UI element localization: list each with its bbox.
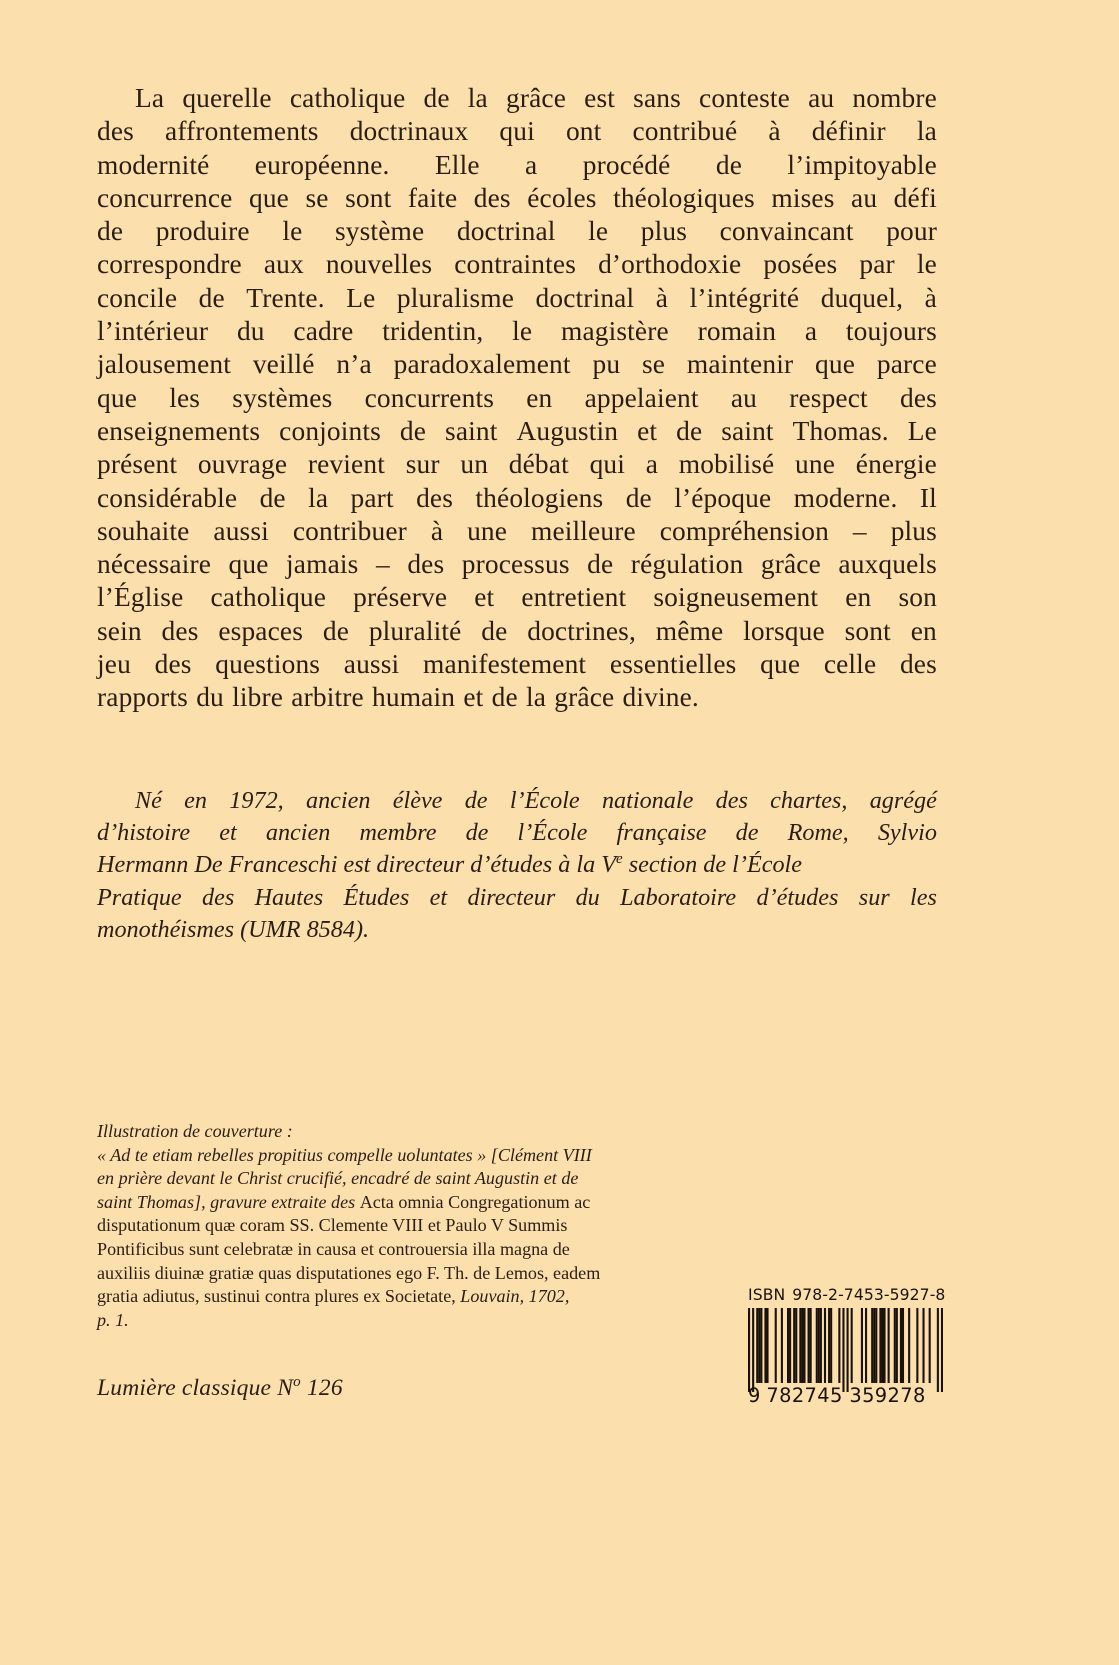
- blurb-word: n’a: [336, 349, 372, 380]
- blurb-word: nécessaire: [97, 549, 212, 580]
- blurb-word: libre: [232, 682, 284, 713]
- blurb-word: sont: [844, 615, 891, 646]
- bio-word: Hautes: [254, 883, 324, 911]
- blurb-word: du: [196, 682, 224, 713]
- blurb-word: doctrinal: [535, 282, 635, 313]
- isbn-label: ISBN: [748, 1286, 786, 1304]
- credit-line: [97, 1309, 697, 1333]
- blurb-word: veillé: [252, 349, 315, 380]
- blurb-word: contribué: [632, 116, 738, 147]
- blurb-line: [97, 248, 937, 281]
- bio-text: Hermann De Franceschi est directeur d’études à la V: [97, 851, 617, 879]
- blurb-word: posées: [763, 249, 838, 280]
- blurb-word: même: [655, 615, 724, 646]
- blurb-word: les: [169, 382, 201, 413]
- blurb-word: défi: [893, 182, 937, 213]
- blurb-word: soigneusement: [653, 582, 819, 613]
- blurb-word: concurrence: [97, 182, 233, 213]
- bio-line: [97, 882, 937, 914]
- blurb-word: des: [900, 382, 937, 413]
- barcode: [748, 1308, 943, 1408]
- blurb-word: de: [399, 415, 427, 446]
- blurb-word: lorsque: [743, 615, 825, 646]
- blurb-word: énergie: [855, 449, 937, 480]
- blurb-line: [97, 581, 937, 614]
- blurb-word: et: [637, 415, 658, 446]
- blurb-word: Thomas.: [792, 415, 889, 446]
- blurb-word: de: [676, 415, 703, 446]
- blurb-word: théologiens: [475, 482, 604, 513]
- bio-word: française: [616, 819, 707, 847]
- credit-line: [97, 1144, 697, 1168]
- blurb-word: concile: [97, 282, 178, 313]
- blurb-word: espaces: [218, 615, 304, 646]
- blurb-word: saint: [721, 415, 774, 446]
- blurb-word: pluralisme: [396, 282, 515, 313]
- blurb-word: querelle: [182, 83, 272, 113]
- blurb-word: et: [463, 682, 484, 713]
- blurb-word: grâce: [554, 682, 615, 713]
- blurb-word: ouvrage: [197, 449, 288, 480]
- blurb-word: arbitre: [291, 682, 364, 713]
- blurb-word: pluralité: [368, 615, 462, 646]
- blurb-word: mises: [771, 182, 835, 213]
- author-bio: [97, 785, 937, 946]
- blurb-word: systèmes: [232, 382, 333, 413]
- blurb-word: humain: [372, 682, 456, 713]
- bio-line: [97, 817, 937, 849]
- blurb-word: Il: [919, 482, 937, 513]
- blurb-word: celle: [823, 649, 877, 680]
- blurb-word: jamais: [286, 549, 359, 580]
- blurb-word: écoles: [527, 182, 597, 213]
- blurb-line: [97, 615, 937, 648]
- blurb-text: [97, 82, 937, 715]
- blurb-word: le: [282, 216, 303, 247]
- blurb-word: manifestement: [423, 649, 587, 680]
- blurb-line: [97, 315, 937, 348]
- blurb-word: appelaient: [584, 382, 699, 413]
- barcode-bars-icon: [748, 1308, 943, 1392]
- bio-word: ancien: [265, 819, 331, 847]
- bio-word: les: [910, 883, 937, 911]
- blurb-word: mobilisé: [678, 449, 775, 480]
- blurb-word: a: [804, 316, 818, 347]
- blurb-word: régulation: [630, 549, 744, 580]
- blurb-word: présent: [97, 449, 178, 480]
- blurb-word: des: [154, 649, 192, 680]
- blurb-word: concurrents: [364, 382, 495, 413]
- blurb-word: a: [645, 449, 659, 480]
- blurb-word: La: [135, 83, 165, 113]
- blurb-word: tridentin,: [382, 316, 484, 347]
- blurb-word: que: [228, 549, 269, 580]
- blurb-word: l’intégrité: [689, 282, 800, 313]
- blurb-word: des: [899, 649, 937, 680]
- bio-word: du: [575, 883, 600, 911]
- credit-body: [97, 1144, 697, 1333]
- blurb-line: [97, 482, 937, 515]
- blurb-word: Le: [346, 282, 376, 313]
- blurb-line: [97, 82, 937, 115]
- series-line: [97, 1375, 343, 1402]
- blurb-word: questions: [215, 649, 321, 680]
- blurb-word: cadre: [293, 316, 354, 347]
- blurb-word: toujours: [845, 316, 937, 347]
- blurb-word: que: [248, 182, 289, 213]
- bio-line-inline: [97, 849, 802, 881]
- blurb-word: à: [768, 116, 781, 147]
- bio-word: Né: [135, 787, 162, 814]
- blurb-word: l’intérieur: [97, 316, 209, 347]
- blurb-word: maintenir: [686, 349, 794, 380]
- bio-word: membre: [359, 819, 437, 847]
- blurb-word: de: [259, 482, 286, 513]
- credit-run: Acta omnia Congregationum ac: [359, 1191, 591, 1212]
- blurb-word: de: [625, 482, 652, 513]
- bio-word: Études: [343, 883, 410, 911]
- blurb-line: [97, 382, 937, 415]
- blurb-word: jeu: [97, 649, 131, 680]
- blurb-word: des: [473, 182, 511, 213]
- bio-word: de: [735, 819, 759, 847]
- blurb-word: procédé: [582, 149, 671, 180]
- blurb-word: compréhension: [659, 515, 829, 546]
- blurb-word: contribuer: [292, 515, 407, 546]
- blurb-word: moderne.: [793, 482, 898, 513]
- blurb-word: Le: [907, 415, 937, 446]
- blurb-word: faite: [407, 182, 458, 213]
- blurb-word: l’impitoyable: [787, 149, 937, 180]
- blurb-word: qui: [499, 116, 535, 147]
- blurb-line: [97, 149, 937, 182]
- blurb-word: produire: [155, 216, 250, 247]
- blurb-word: rapports: [97, 682, 188, 713]
- credit-run: gratia adiutus, sustinui contra plures ex Societate,: [97, 1286, 461, 1307]
- bio-ordinal: e: [616, 851, 623, 868]
- blurb-line: [97, 348, 937, 381]
- credit-heading: Illustration de couverture :: [97, 1121, 293, 1141]
- bio-word: sur: [858, 883, 890, 911]
- blurb-word: des: [97, 116, 134, 147]
- blurb-line: [97, 415, 937, 448]
- blurb-word: sein: [97, 615, 142, 646]
- blurb-word: du: [236, 316, 265, 347]
- blurb-word: se: [305, 182, 329, 213]
- blurb-word: Trente.: [246, 282, 325, 313]
- credit-run: « Ad te etiam rebelles propitius compelle uoluntates » [Clément VIII: [97, 1144, 592, 1165]
- blurb-word: en: [526, 382, 553, 413]
- blurb-word: de: [198, 282, 225, 313]
- bio-word: et: [219, 819, 237, 847]
- credit-line: [97, 1191, 697, 1215]
- blurb-word: a: [525, 149, 538, 180]
- blurb-word: au: [730, 382, 757, 413]
- credit-run: saint Thomas], gravure extraite des: [97, 1191, 360, 1212]
- bio-word: de: [465, 819, 489, 847]
- bio-word: en: [184, 787, 207, 814]
- blurb-word: que: [815, 349, 856, 380]
- bio-line: [97, 785, 937, 817]
- blurb-word: le: [916, 249, 937, 280]
- blurb-word: en: [845, 582, 872, 613]
- blurb-word: la: [467, 83, 488, 113]
- blurb-word: magistère: [560, 316, 669, 347]
- blurb-word: revient: [307, 449, 385, 480]
- blurb-word: divine.: [622, 682, 699, 713]
- blurb-word: est: [584, 83, 616, 113]
- blurb-word: des: [407, 549, 445, 580]
- series-number-prefix: N: [277, 1375, 294, 1401]
- blurb-word: aussi: [343, 649, 400, 680]
- blurb-line: [97, 548, 937, 581]
- blurb-word: de: [587, 549, 614, 580]
- blurb-word: de: [715, 149, 743, 180]
- illustration-credit: [97, 1120, 697, 1332]
- blurb-word: convaincant: [719, 216, 854, 247]
- blurb-word: catholique: [289, 83, 406, 113]
- credit-run: disputationum quæ coram SS. Clemente VIII et Paulo V Summis: [97, 1215, 568, 1236]
- blurb-word: doctrines,: [527, 615, 636, 646]
- blurb-word: sans: [633, 83, 681, 113]
- bio-word: chartes,: [770, 787, 848, 814]
- blurb-word: grâce: [760, 549, 821, 580]
- blurb-line: [97, 282, 937, 315]
- blurb-word: pu: [592, 349, 621, 380]
- blurb-word: de: [481, 615, 508, 646]
- blurb-word: une: [795, 449, 836, 480]
- blurb-word: aux: [263, 249, 304, 280]
- series-number: 126: [306, 1375, 343, 1401]
- blurb-word: le: [512, 316, 533, 347]
- blurb-word: de: [423, 83, 450, 113]
- blurb-word: en: [910, 615, 937, 646]
- bio-word: l’École: [517, 819, 588, 847]
- bio-word: 1972,: [229, 787, 284, 814]
- bio-word: ancien: [305, 787, 371, 814]
- blurb-word: qui: [589, 449, 626, 480]
- bio-word: Rome,: [787, 819, 849, 847]
- barcode-main-digits: 782745 359278: [766, 1384, 926, 1407]
- series-number-ordinal: o: [293, 1374, 301, 1391]
- blurb-word: des: [161, 615, 199, 646]
- blurb-word: des: [416, 482, 454, 513]
- blurb-word: conjoints: [279, 415, 381, 446]
- bio-word: des: [202, 883, 235, 911]
- blurb-word: duquel,: [820, 282, 904, 313]
- blurb-word: que: [97, 382, 137, 413]
- blurb-word: affrontements: [165, 116, 319, 147]
- bio-word: directeur: [467, 883, 556, 911]
- bio-line: [97, 849, 937, 881]
- blurb-word: parce: [876, 349, 937, 380]
- blurb-word: considérable: [97, 482, 238, 513]
- bio-word: Sylvio: [877, 819, 937, 847]
- bio-line: [97, 914, 937, 946]
- blurb-word: l’époque: [674, 482, 772, 513]
- bio-word: agrégé: [869, 787, 937, 814]
- blurb-word: pour: [886, 216, 937, 247]
- blurb-word: la: [525, 682, 547, 713]
- blurb-line: [97, 681, 937, 714]
- blurb-word: débat: [508, 449, 569, 480]
- blurb-word: son: [898, 582, 937, 613]
- bio-word: élève: [392, 787, 443, 814]
- blurb-word: théologiques: [613, 182, 755, 213]
- blurb-word: système: [334, 216, 425, 247]
- blurb-word: préserve: [353, 582, 448, 613]
- blurb-word: romain: [697, 316, 777, 347]
- blurb-word: au: [851, 182, 878, 213]
- blurb-word: nouvelles: [325, 249, 433, 280]
- credit-line: [97, 1262, 697, 1286]
- credit-line: [97, 1285, 697, 1309]
- credit-run: Louvain, 1702,: [460, 1286, 570, 1307]
- isbn-value: 978-2-7453-5927-8: [792, 1286, 946, 1304]
- blurb-word: l’Église: [97, 582, 184, 613]
- blurb-word: doctrinal: [456, 216, 556, 247]
- bio-word: monothéismes (UMR 8584).: [97, 915, 370, 943]
- blurb-word: une: [467, 515, 508, 546]
- bio-word: de: [464, 787, 488, 814]
- bio-word: Laboratoire: [620, 883, 737, 911]
- blurb-word: nombre: [852, 83, 937, 113]
- blurb-word: meilleure: [531, 515, 636, 546]
- barcode-digits: [748, 1384, 943, 1407]
- blurb-word: un: [460, 449, 489, 480]
- blurb-word: doctrinaux: [349, 116, 469, 147]
- blurb-word: processus: [461, 549, 570, 580]
- blurb-word: paradoxalement: [393, 349, 571, 380]
- blurb-line: [97, 448, 937, 481]
- credit-run: en prière devant le Christ crucifié, encadré de saint Augustin et de: [97, 1168, 579, 1189]
- blurb-line: [97, 182, 937, 215]
- blurb-word: se: [641, 349, 666, 380]
- credit-run: auxiliis diuinæ gratiæ quas disputationes ego F. Th. de Lemos, eadem: [97, 1262, 601, 1283]
- credit-run: Pontificibus sunt celebratæ in causa et controuersia illa magna de: [97, 1238, 570, 1259]
- blurb-word: aussi: [213, 515, 269, 546]
- blurb-word: de: [491, 682, 518, 713]
- blurb-word: catholique: [210, 582, 327, 613]
- blurb-line: [97, 515, 937, 548]
- blurb-word: part: [350, 482, 394, 513]
- blurb-word: souhaite: [97, 515, 190, 546]
- blurb-line: [97, 648, 937, 681]
- blurb-line: [97, 115, 937, 148]
- blurb-word: contraintes: [454, 249, 577, 280]
- blurb-word: –: [375, 549, 390, 580]
- blurb-word: à: [655, 282, 669, 313]
- blurb-word: européenne.: [254, 149, 390, 180]
- blurb-word: de: [97, 216, 124, 247]
- bio-word: d’histoire: [97, 819, 191, 847]
- blurb-word: conteste: [699, 83, 790, 113]
- blurb-word: ont: [565, 116, 602, 147]
- barcode-lead-digit: 9: [748, 1384, 761, 1407]
- blurb-word: que: [760, 649, 801, 680]
- blurb-word: entretient: [521, 582, 627, 613]
- blurb-word: par: [859, 249, 895, 280]
- blurb-word: définir: [811, 116, 886, 147]
- bio-word: nationale: [601, 787, 694, 814]
- credit-line: [97, 1238, 697, 1262]
- blurb-word: et: [474, 582, 495, 613]
- blurb-word: au: [808, 83, 835, 113]
- isbn-label-row: [748, 1286, 946, 1304]
- bio-word: Pratique: [97, 883, 182, 911]
- blurb-word: –: [852, 515, 867, 546]
- blurb-word: correspondre: [97, 249, 242, 280]
- credit-line: [97, 1167, 697, 1191]
- blurb-word: le: [588, 216, 609, 247]
- blurb-word: respect: [789, 382, 868, 413]
- bio-word: et: [429, 883, 448, 911]
- isbn-block: [748, 1286, 946, 1408]
- blurb-line: [97, 215, 937, 248]
- blurb-word: de: [322, 615, 349, 646]
- blurb-word: grâce: [505, 83, 567, 113]
- blurb-word: saint: [445, 415, 498, 446]
- blurb-word: Elle: [434, 149, 480, 180]
- blurb-word: plus: [640, 216, 688, 247]
- bio-word: d’études: [756, 883, 839, 911]
- bio-text: section de l’École: [622, 851, 803, 879]
- bio-word: l’École: [509, 787, 580, 814]
- blurb-word: sont: [345, 182, 392, 213]
- blurb-word: d’orthodoxie: [598, 249, 742, 280]
- credit-run: p. 1.: [97, 1309, 129, 1330]
- credit-line: [97, 1214, 697, 1238]
- blurb-word: plus: [890, 515, 937, 546]
- blurb-word: enseignements: [97, 415, 261, 446]
- bio-word: des: [715, 787, 748, 814]
- blurb-word: la: [308, 482, 329, 513]
- blurb-word: à: [924, 282, 937, 313]
- blurb-word: la: [916, 116, 937, 147]
- blurb-word: modernité: [97, 149, 210, 180]
- series-name: Lumière classique: [97, 1375, 272, 1401]
- blurb-word: jalousement: [97, 349, 232, 380]
- blurb-word: auxquels: [838, 549, 937, 580]
- blurb-word: à: [430, 515, 444, 546]
- blurb-word: essentielles: [609, 649, 737, 680]
- blurb-word: sur: [405, 449, 440, 480]
- blurb-word: Augustin: [516, 415, 619, 446]
